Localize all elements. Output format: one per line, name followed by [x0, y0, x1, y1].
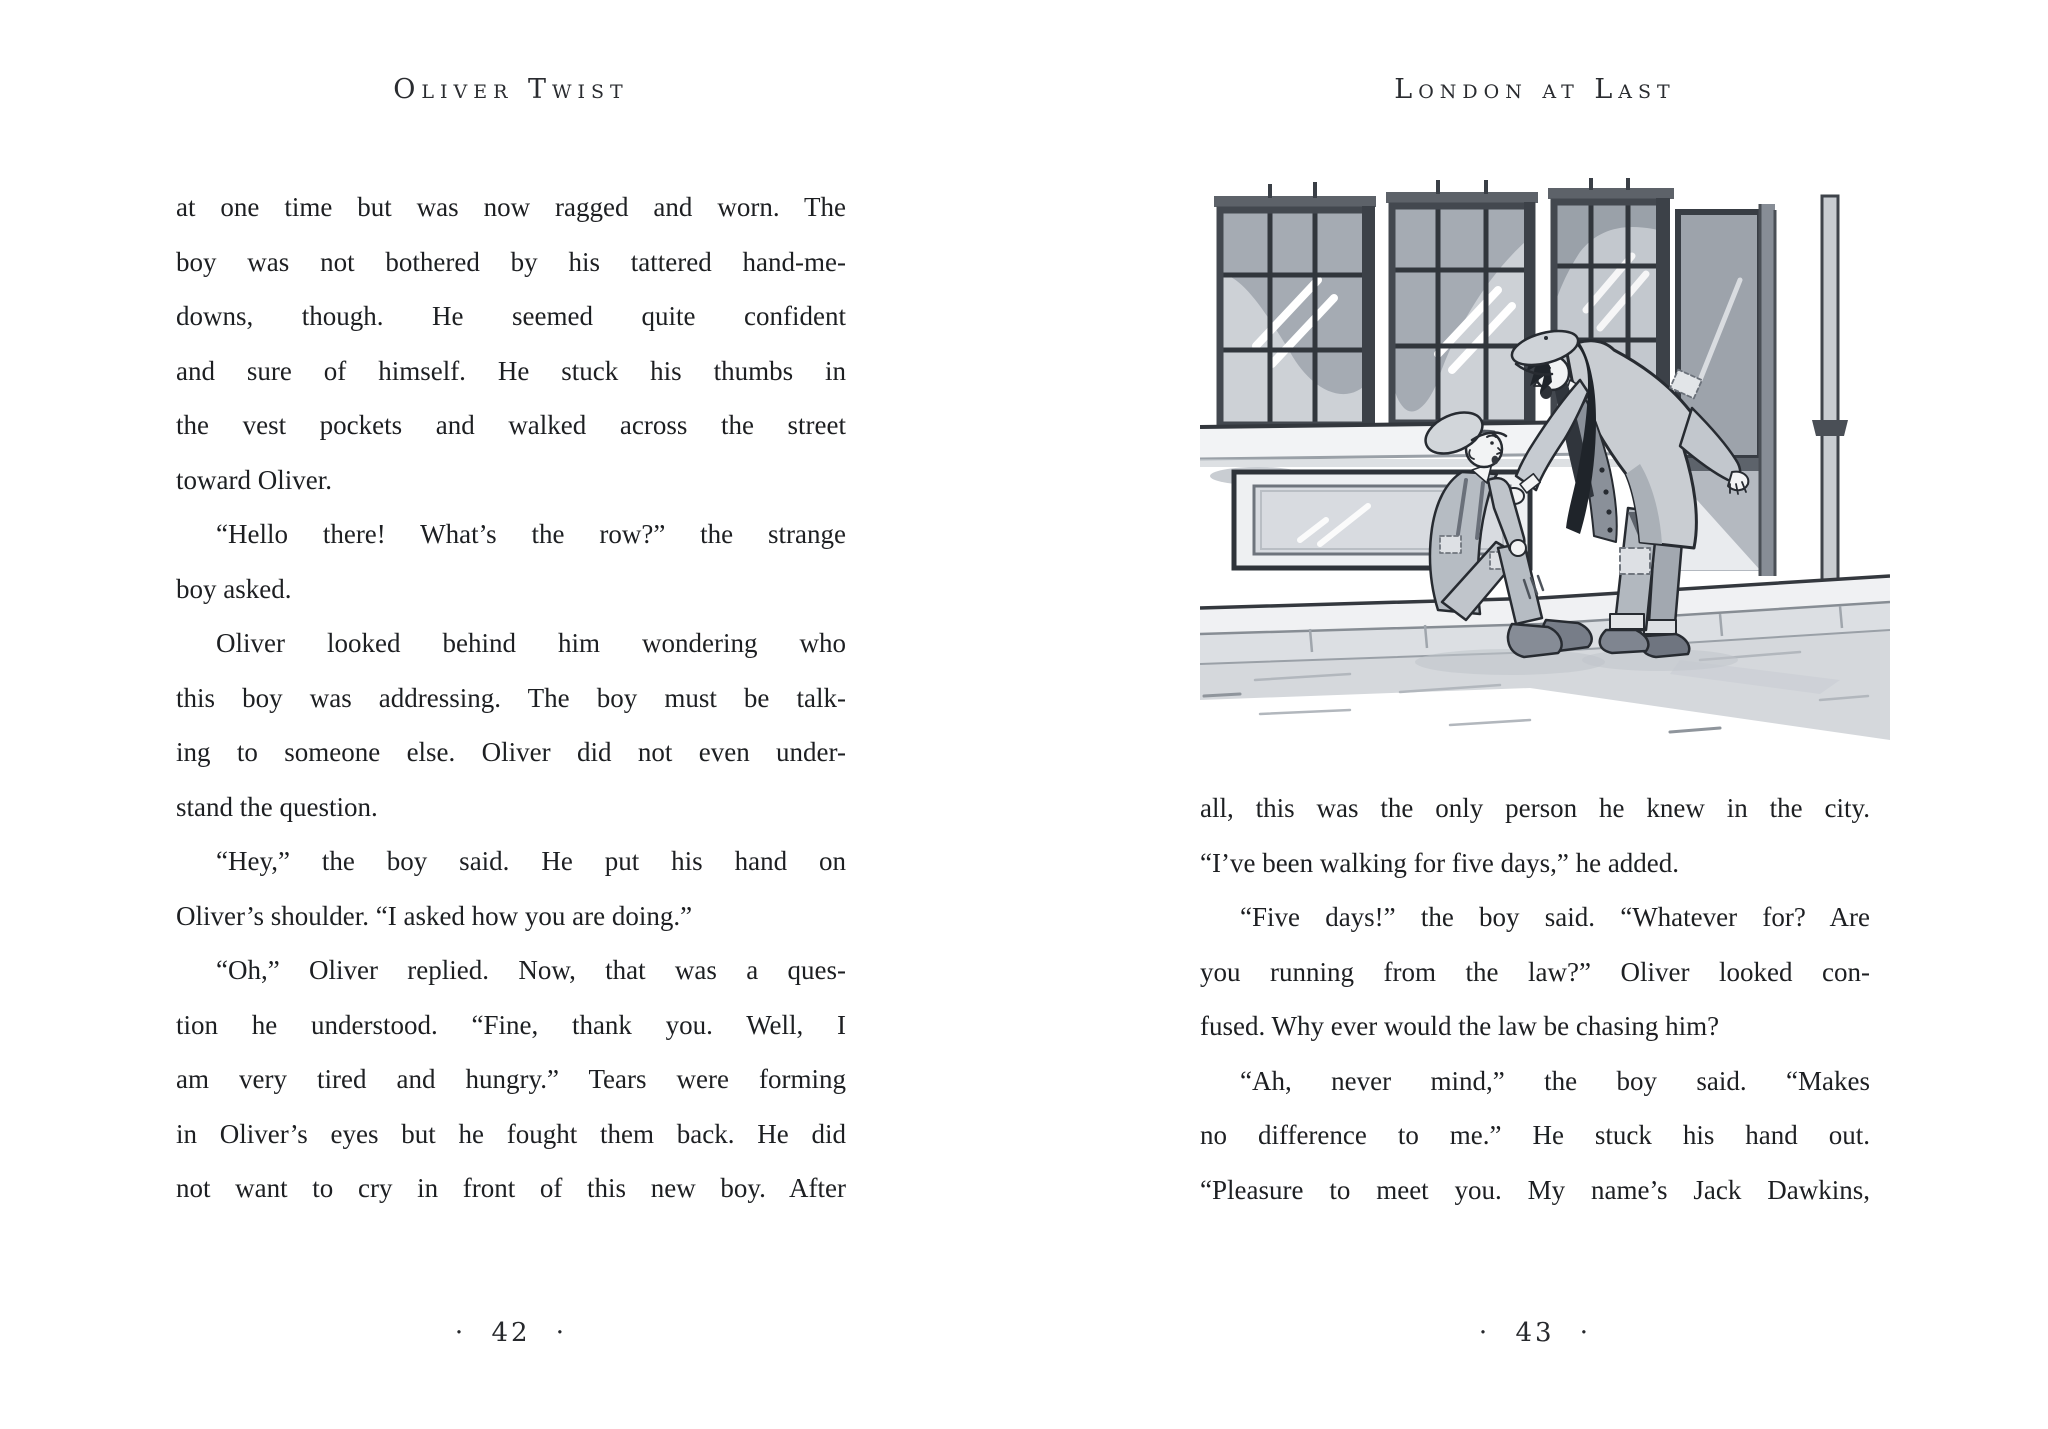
text-line: Oliver’s shoulder. “I asked how you are doing.” [176, 900, 693, 931]
left-page-number: · 42 · [454, 1318, 568, 1348]
text-line: “Oh,” Oliver replied. Now, that was a ques- [216, 955, 846, 985]
right-page-number: · 43 · [1478, 1318, 1592, 1348]
text-line: boy was not bothered by his tattered hand-me- [176, 246, 846, 277]
text-line: “Pleasure to meet you. My name’s Jack Dawkins, [1200, 1174, 1870, 1205]
text-line: “I’ve been walking for five days,” he added. [1200, 847, 1680, 878]
right-page-text [1200, 781, 1870, 1217]
text-line: boy asked. [176, 573, 292, 604]
text-line: Oliver looked behind him wondering who [216, 628, 846, 658]
text-line: stand the question. [176, 791, 378, 822]
street-scene-illustration [1200, 140, 1890, 760]
text-line: am very tired and hungry.” Tears were forming [176, 1064, 846, 1094]
text-line: downs, though. He seemed quite confident [176, 301, 846, 331]
text-line: “Hey,” the boy said. He put his hand on [216, 846, 846, 876]
left-page-text [176, 180, 846, 1216]
figure-shadow [1415, 649, 1605, 675]
text-line: “Ah, never mind,” the boy said. “Makes [1240, 1065, 1870, 1096]
text-line: all, this was the only person he knew in the city. [1200, 793, 1870, 823]
text-line: “Hello there! What’s the row?” the strange [216, 519, 846, 549]
text-line: and sure of himself. He stuck his thumbs in [176, 355, 846, 386]
text-line: toward Oliver. [176, 464, 332, 495]
text-line: tion he understood. “Fine, thank you. Well, I [176, 1009, 846, 1040]
street-scene-svg [1200, 140, 1890, 760]
text-line: the vest pockets and walked across the street [176, 410, 846, 440]
window-lintel [1214, 196, 1376, 207]
text-line: no difference to me.” He stuck his hand out. [1200, 1120, 1870, 1150]
running-head-right: London at Last [1394, 74, 1676, 105]
text-line: at one time but was now ragged and worn. The [176, 192, 846, 222]
running-head-left: Oliver Twist [393, 74, 629, 105]
text-line: this boy was addressing. The boy must be talk- [176, 682, 846, 713]
text-line: fused. Why ever would the law be chasing him? [1200, 1011, 1720, 1041]
page-right [1024, 0, 2048, 1429]
text-line: in Oliver’s eyes but he fought them back. He did [176, 1118, 846, 1149]
text-line: you running from the law?” Oliver looked con- [1200, 956, 1870, 987]
text-line: ing to someone else. Oliver did not even under- [176, 737, 846, 767]
text-line: not want to cry in front of this new boy. After [176, 1173, 846, 1203]
window-1 [1220, 206, 1375, 430]
window-2 [1392, 202, 1535, 428]
text-line: “Five days!” the boy said. “Whatever for? Are [1240, 902, 1870, 932]
